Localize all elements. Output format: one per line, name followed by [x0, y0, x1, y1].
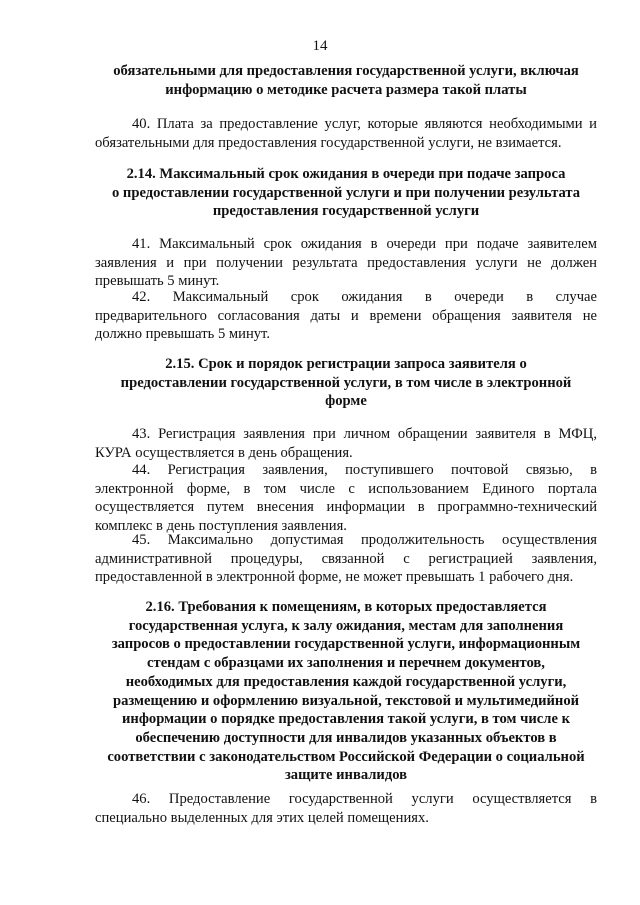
- paragraph-line: 41. Максимальный срок ожидания в очереди при подаче заявителем: [132, 236, 597, 252]
- heading-line: стендам с образцами их заполнения и перечнем документов,: [147, 655, 545, 672]
- paragraph-line: 43. Регистрация заявления при личном обращении заявителя в МФЦ,: [132, 426, 597, 442]
- heading-line: о предоставлении государственной услуги и при получении результата: [111, 184, 581, 201]
- paragraph-line: административной процедуры, связанной с регистрацией заявления,: [95, 550, 597, 567]
- paragraph-40: [95, 115, 597, 152]
- paragraph-44: [95, 461, 597, 536]
- heading-fee-methodology: [95, 62, 597, 99]
- paragraph-line: КУРА осуществляется в день обращения.: [95, 444, 353, 461]
- paragraph-line: предоставленной в электронной форме, не может превышать 1 рабочего дня.: [95, 569, 574, 586]
- heading-line: информации о порядке предоставления такой услуги, в том числе к: [122, 711, 570, 728]
- heading-line: информацию о методике расчета размера такой платы: [165, 81, 527, 98]
- heading-line: размещению и оформлению визуальной, текстовой и мультимедийной: [112, 692, 580, 709]
- paragraph-41: [95, 235, 597, 291]
- heading-2-15: [95, 355, 597, 411]
- heading-line: форме: [325, 393, 367, 410]
- paragraph-45: [95, 531, 597, 587]
- heading-line: предоставления государственной услуги: [212, 203, 480, 220]
- heading-line: обязательными для предоставления государственной услуги, включая: [113, 63, 579, 79]
- heading-line: обеспечению доступности для инвалидов указанных объектов в: [135, 729, 557, 746]
- paragraph-line: должно превышать 5 минут.: [95, 326, 270, 343]
- paragraph-line: 46. Предоставление государственной услуги осуществляется в: [132, 791, 597, 807]
- paragraph-line: специально выделенных для этих целей помещениях.: [95, 809, 429, 826]
- paragraph-line: комплекс в день поступления заявления.: [95, 518, 347, 535]
- heading-line: соответствии с законодательством Российской Федерации о социальной: [107, 748, 585, 765]
- paragraph-46: [95, 790, 597, 827]
- paragraph-line: предварительного согласования даты и времени обращения заявителя не: [95, 307, 597, 324]
- paragraph-line: 44. Регистрация заявления, поступившего почтовой связью, в: [132, 462, 597, 478]
- paragraph-line: осуществляется путем внесения информации в программно-технический: [95, 499, 597, 516]
- heading-line: защите инвалидов: [284, 767, 408, 784]
- heading-2-14: [95, 165, 597, 221]
- heading-line: 2.16. Требования к помещениям, в которых предоставляется: [145, 599, 547, 615]
- heading-line: необходимых для предоставления каждой государственной услуги,: [125, 673, 567, 690]
- heading-line: 2.14. Максимальный срок ожидания в очереди при подаче запроса: [126, 166, 566, 182]
- paragraph-line: обязательными для предоставления государственной услуги, не взимается.: [95, 134, 562, 151]
- paragraph-line: заявления и при получении результата предоставления услуги не должен: [95, 254, 597, 271]
- heading-line: 2.15. Срок и порядок регистрации запроса заявителя о: [165, 356, 527, 372]
- paragraph-line: 45. Максимально допустимая продолжительность осуществления: [132, 532, 597, 548]
- heading-line: государственная услуга, к залу ожидания, местам для заполнения: [128, 617, 564, 634]
- page-number: 14: [312, 38, 328, 54]
- paragraph-line: 40. Плата за предоставление услуг, которые являются необходимыми и: [132, 116, 597, 132]
- heading-line: запросов о предоставлении государственной услуги, информационным: [111, 636, 581, 653]
- paragraph-line: превышать 5 минут.: [95, 273, 220, 290]
- paragraph-42: [95, 288, 597, 344]
- paragraph-line: 42. Максимальный срок ожидания в очереди в случае: [132, 289, 597, 305]
- heading-2-16: [95, 598, 597, 785]
- paragraph-line: электронной форме, в том числе с использованием Единого портала: [95, 480, 597, 497]
- heading-line: предоставлении государственной услуги, в том числе в электронной: [120, 374, 572, 391]
- paragraph-43: [95, 425, 597, 462]
